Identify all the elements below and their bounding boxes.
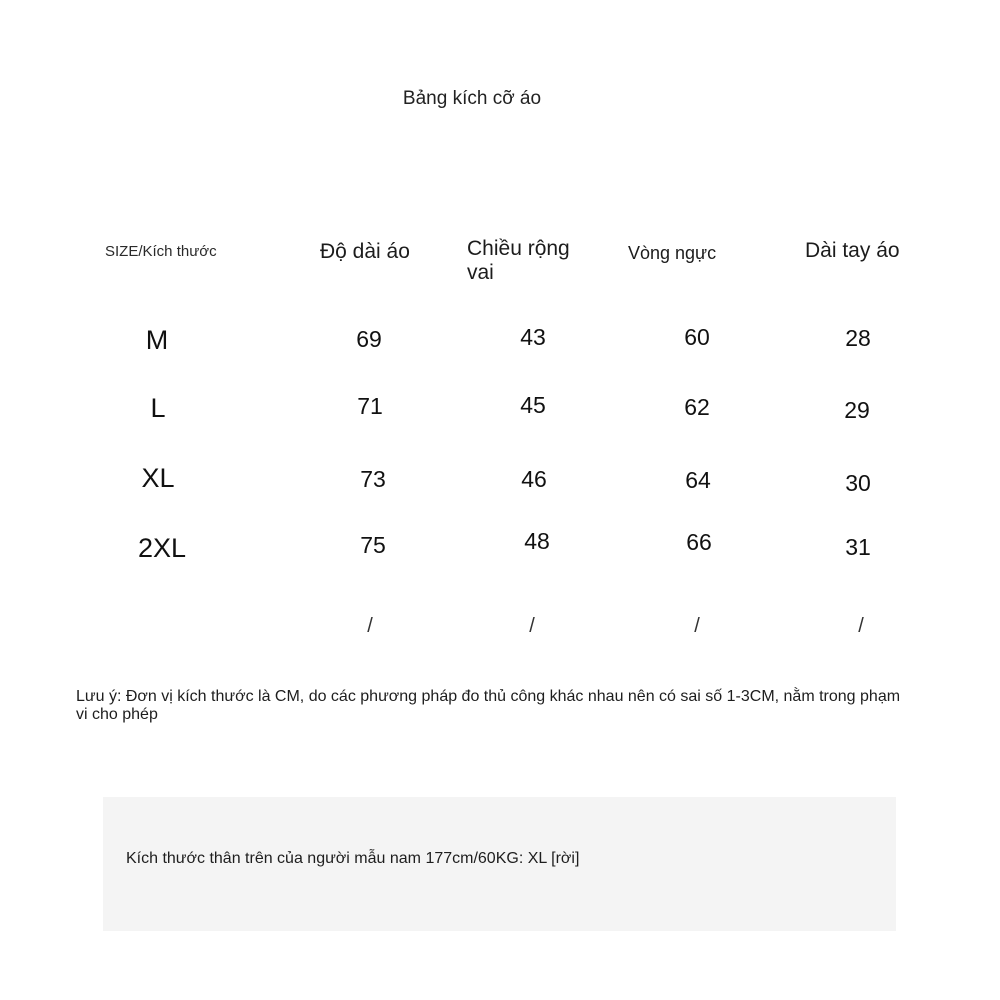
- empty-cell-shoulder: /: [529, 615, 535, 637]
- size-label: L: [150, 393, 166, 423]
- cell-sleeve: 29: [844, 397, 870, 423]
- header-length: Độ dài áo: [320, 240, 410, 263]
- cell-chest: 62: [684, 394, 710, 420]
- model-info-text: Kích thước thân trên của người mẫu nam 177cm/60KG: XL [rời]: [126, 850, 580, 867]
- cell-sleeve: 28: [845, 325, 871, 351]
- cell-shoulder: 45: [520, 392, 546, 418]
- size-label: 2XL: [137, 533, 187, 563]
- header-chest: Vòng ngực: [628, 243, 717, 263]
- cell-shoulder: 46: [521, 466, 547, 492]
- measurement-note: Lưu ý: Đơn vị kích thước là CM, do các phương pháp đo thủ công khác nhau nên có sai số 1-3CM, nằm trong phạm vi cho phép: [76, 688, 901, 723]
- cell-sleeve: 30: [845, 470, 871, 496]
- page-title: Bảng kích cỡ áo: [402, 88, 542, 109]
- model-info-box: [103, 797, 896, 931]
- header-size: SIZE/Kích thước: [105, 243, 217, 260]
- header-sleeve: Dài tay áo: [805, 239, 900, 262]
- empty-cell-length: /: [367, 615, 373, 637]
- cell-length: 75: [360, 532, 386, 558]
- size-label: XL: [141, 463, 175, 493]
- header-shoulder: Chiều rộng vai: [467, 237, 570, 284]
- size-label: M: [145, 325, 169, 355]
- cell-chest: 60: [684, 324, 710, 350]
- cell-chest: 66: [686, 529, 712, 555]
- cell-chest: 64: [685, 467, 711, 493]
- empty-cell-sleeve: /: [858, 615, 864, 637]
- cell-length: 73: [360, 466, 386, 492]
- cell-sleeve: 31: [845, 534, 871, 560]
- cell-shoulder: 43: [520, 324, 546, 350]
- cell-shoulder: 48: [524, 528, 550, 554]
- empty-cell-chest: /: [694, 615, 700, 637]
- cell-length: 69: [356, 326, 382, 352]
- cell-length: 71: [357, 393, 383, 419]
